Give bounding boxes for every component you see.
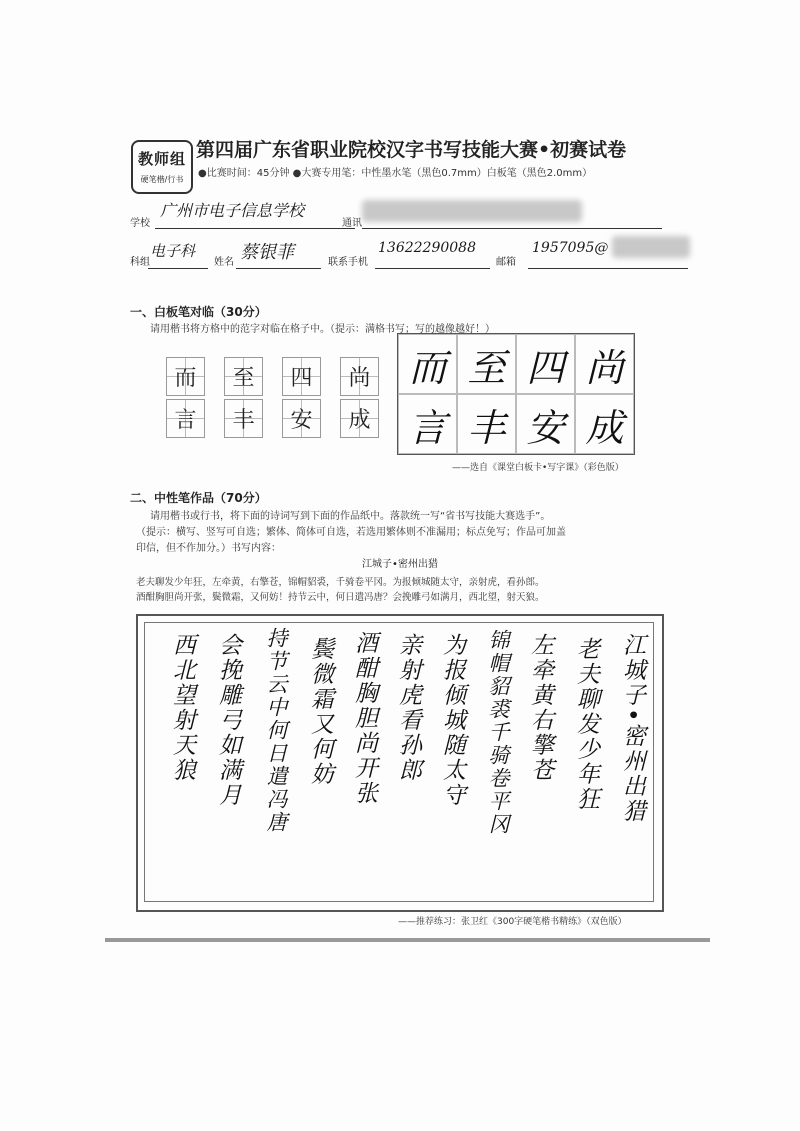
badge-main-text: 教师组 — [137, 150, 186, 168]
copy-cell: 四 — [282, 357, 321, 396]
school-value: 广州市电子信息学校 — [160, 201, 305, 220]
section2-heading: 二、中性笔作品（70分） — [130, 491, 267, 505]
section1-heading: 一、白板笔对临（30分） — [130, 305, 267, 319]
work-paper — [144, 622, 654, 902]
subject-label: 科组 — [130, 257, 150, 268]
school-underline — [155, 228, 355, 229]
sample-cell: 而 — [398, 334, 457, 394]
section2-instruction-3: 印信，但不作加分。）书写内容： — [136, 543, 281, 554]
handwritten-column: 江城子•密州出猎 — [619, 633, 645, 824]
sample-cell: 至 — [457, 334, 516, 394]
address-underline — [362, 228, 662, 229]
group-badge — [131, 140, 193, 194]
handwritten-column: 鬓微霜又何妨 — [307, 637, 333, 787]
copy-cell: 至 — [224, 357, 263, 396]
copy-cell: 言 — [166, 399, 205, 438]
copy-cell: 安 — [282, 399, 321, 438]
phone-label: 联系手机 — [328, 257, 368, 268]
address-label: 通讯 — [342, 218, 362, 229]
handwritten-column: 持节云中何日遣冯唐 — [264, 627, 288, 834]
handwritten-column: 老夫聊发少年狂 — [573, 637, 599, 812]
email-label: 邮箱 — [496, 257, 516, 268]
section2-instruction-1: 请用楷书或行书，将下面的诗词写到下面的作品纸中。落款统一写“省书写技能大赛选手”。 — [150, 511, 551, 522]
handwritten-column: 西北望射天狼 — [169, 633, 195, 783]
exam-subtitle: ●比赛时间：45分钟 ●大赛专用笔：中性墨水笔（黑色0.7mm）白板笔（黑色2.0mm） — [198, 168, 593, 179]
email-redacted — [612, 236, 690, 258]
copy-cell: 成 — [340, 399, 379, 438]
copy-grid-row — [166, 399, 398, 438]
sample-cell: 言 — [398, 394, 457, 454]
subject-value: 电子科 — [150, 242, 196, 260]
bottom-rule — [105, 938, 710, 942]
badge-sub-text: 硬笔楷/行书 — [140, 175, 184, 184]
poem-text — [136, 575, 666, 605]
section1-source: ——选自《课堂白板卡•写字课》（彩色版） — [452, 463, 624, 473]
subject-underline — [148, 268, 208, 269]
sample-cell: 成 — [575, 394, 634, 454]
poem-line: 老夫聊发少年狂，左牵黄，右擎苍，锦帽貂裘，千骑卷平冈。为报倾城随太守，亲射虎，看孙郎。 — [136, 577, 545, 588]
copy-cell: 丰 — [224, 399, 263, 438]
exam-title: 第四届广东省职业院校汉字书写技能大赛•初赛试卷 — [196, 139, 627, 161]
phone-value: 13622290088 — [378, 240, 476, 256]
copy-grid — [166, 357, 398, 438]
copy-cell: 尚 — [340, 357, 379, 396]
sample-cell: 尚 — [575, 334, 634, 394]
address-redacted — [362, 200, 582, 222]
name-label: 姓名 — [214, 257, 234, 268]
handwritten-column: 酒酣胸胆尚开张 — [351, 631, 377, 806]
poem-title: 江城子•密州出猎 — [362, 559, 438, 570]
email-underline — [528, 268, 688, 269]
school-label: 学校 — [130, 218, 150, 229]
handwritten-column: 为报倾城随太守 — [439, 633, 465, 808]
copy-grid-row — [166, 357, 398, 396]
handwritten-column: 亲射虎看孙郎 — [395, 633, 421, 783]
sample-grid — [397, 333, 635, 455]
name-value: 蔡银菲 — [240, 242, 294, 263]
sample-cell: 丰 — [457, 394, 516, 454]
handwritten-column: 锦帽貂裘千骑卷平冈 — [486, 629, 510, 836]
sample-cell: 四 — [516, 334, 575, 394]
copy-cell: 而 — [166, 357, 205, 396]
handwritten-column: 左牵黄右擎苍 — [527, 633, 553, 783]
sample-cell: 安 — [516, 394, 575, 454]
handwritten-column: 会挽雕弓如满月 — [215, 633, 241, 808]
section1-instruction: 请用楷书将方格中的范字对临在格子中。（提示：满格书写；写的越像越好！） — [150, 324, 495, 335]
recommend-note: ——推荐练习：张卫红《300字硬笔楷书精练》（双色版） — [398, 917, 627, 927]
section2-instruction-2: （提示：横写、竖写可自选；繁体、简体可自选，若选用繁体则不准漏用；标点免写；作品可加盖 — [136, 527, 566, 538]
email-value: 1957095@ — [532, 240, 609, 256]
phone-underline — [375, 268, 490, 269]
name-underline — [236, 268, 321, 269]
poem-line: 酒酣胸胆尚开张，鬓微霜，又何妨！持节云中，何日遣冯唐？会挽雕弓如满月，西北望，射天狼。 — [136, 592, 545, 603]
